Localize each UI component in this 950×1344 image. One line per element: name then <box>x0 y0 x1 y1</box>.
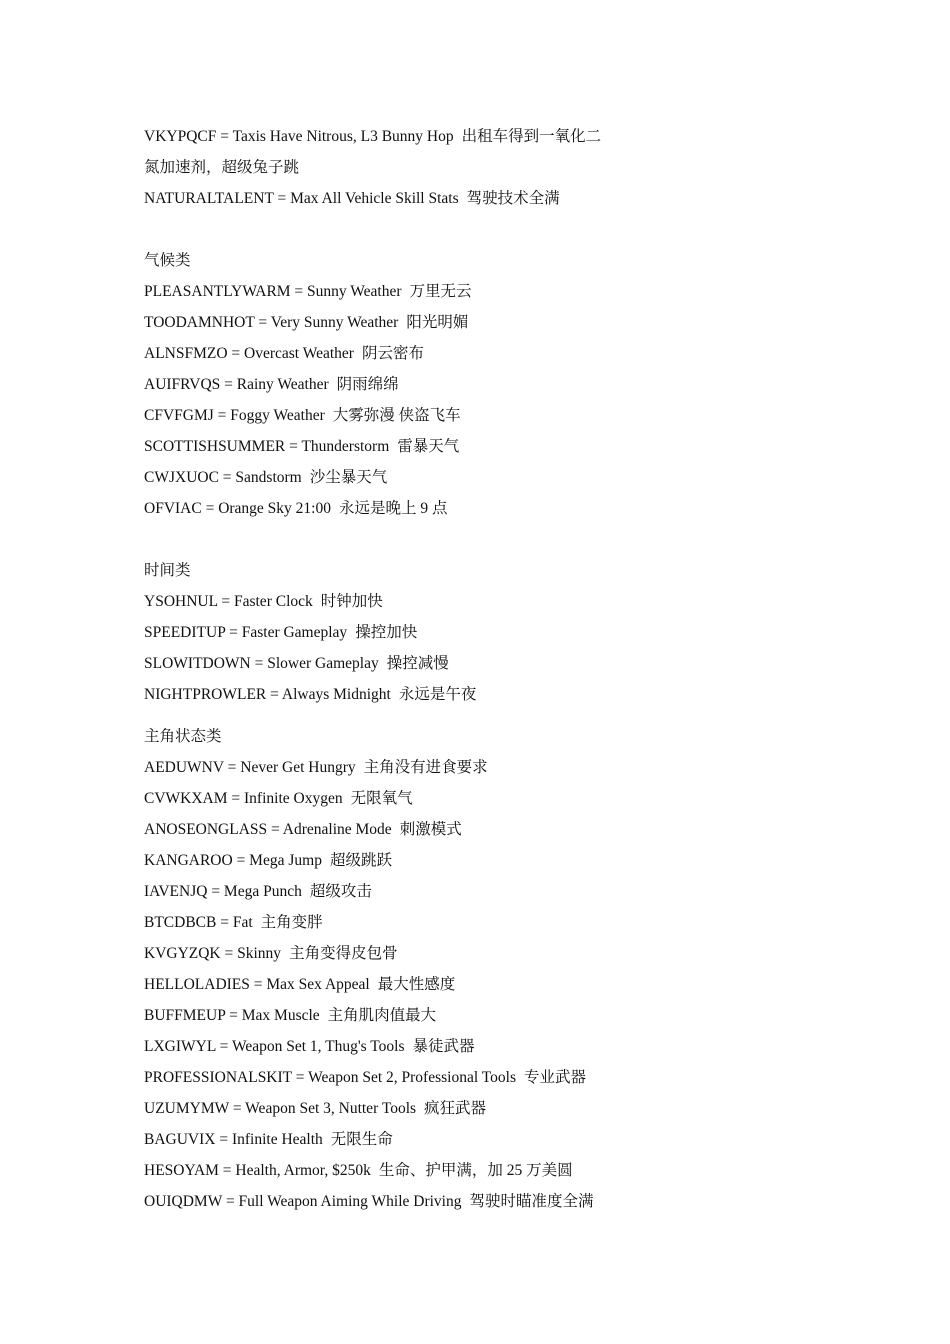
cheat-line <box>144 814 664 845</box>
cheat-line <box>144 586 664 617</box>
cheat-line <box>144 1186 664 1217</box>
cheat-description-cn: 主角没有进食要求 <box>363 759 488 776</box>
cheat-description-cn: 永远是晚上 9 点 <box>338 500 448 517</box>
cheat-code: CWJXUOC = Sandstorm <box>144 469 302 486</box>
section-heading-player-status: 主角状态类 <box>144 728 222 745</box>
cheat-line <box>144 307 664 338</box>
cheat-code: OUIQDMW = Full Weapon Aiming While Driving <box>144 1193 462 1210</box>
cheat-description-cn: 驾驶时瞄准度全满 <box>469 1193 594 1210</box>
section-heading-weather: 气候类 <box>144 252 191 269</box>
cheat-code: HELLOLADIES = Max Sex Appeal <box>144 976 370 993</box>
cheat-line <box>144 648 664 679</box>
cheat-code: BUFFMEUP = Max Muscle <box>144 1007 320 1024</box>
cheat-description-cn: 刺激模式 <box>399 821 462 838</box>
cheat-description-cn: 沙尘暴天气 <box>309 469 388 486</box>
cheat-description-cn: 超级攻击 <box>309 883 372 900</box>
cheat-line <box>144 431 664 462</box>
cheat-description-cn: 阴雨绵绵 <box>336 376 399 393</box>
cheat-description-cn: 主角变胖 <box>260 914 323 931</box>
cheat-line <box>144 907 664 938</box>
cheat-description-cn: 万里无云 <box>409 283 472 300</box>
cheat-description-cn: 超级跳跃 <box>329 852 392 869</box>
cheat-code: SCOTTISHSUMMER = Thunderstorm <box>144 438 390 455</box>
section-spacer <box>144 214 664 245</box>
cheat-line <box>144 338 664 369</box>
cheat-description-cn: 操控减慢 <box>386 655 449 672</box>
cheat-code: LXGIWYL = Weapon Set 1, Thug's Tools <box>144 1038 405 1055</box>
cheat-description-cn: 无限氧气 <box>350 790 413 807</box>
cheat-code: PLEASANTLYWARM = Sunny Weather <box>144 283 402 300</box>
cheat-code: YSOHNUL = Faster Clock <box>144 593 313 610</box>
cheat-line <box>144 969 664 1000</box>
cheat-description-cn: 氮加速剂，超级兔子跳 <box>144 159 300 176</box>
section-heading-time: 时间类 <box>144 562 191 579</box>
cheat-line <box>144 183 664 214</box>
cheat-code: ANOSEONGLASS = Adrenaline Mode <box>144 821 392 838</box>
cheat-description-cn: 主角肌肉值最大 <box>327 1007 437 1024</box>
cheat-description-cn: 阴云密布 <box>361 345 424 362</box>
cheat-description-cn: 阳光明媚 <box>406 314 469 331</box>
cheat-line <box>144 1155 664 1186</box>
cheat-code: CVWKXAM = Infinite Oxygen <box>144 790 343 807</box>
cheat-description-cn: 时钟加快 <box>320 593 383 610</box>
cheat-line <box>144 400 664 431</box>
cheat-code: ALNSFMZO = Overcast Weather <box>144 345 354 362</box>
cheat-line <box>144 369 664 400</box>
cheat-line <box>144 679 664 710</box>
cheat-code: OFVIAC = Orange Sky 21:00 <box>144 500 331 517</box>
cheat-line <box>144 876 664 907</box>
cheat-code: NIGHTPROWLER = Always Midnight <box>144 686 391 703</box>
section-spacer <box>144 524 664 555</box>
cheat-code: KANGAROO = Mega Jump <box>144 852 322 869</box>
cheat-line <box>144 938 664 969</box>
cheat-line <box>144 617 664 648</box>
cheat-description-cn: 无限生命 <box>330 1131 393 1148</box>
cheat-description-cn: 出租车得到一氧化二 <box>461 128 602 145</box>
cheat-description-cn: 雷暴天气 <box>397 438 460 455</box>
cheat-description-cn: 大雾弥漫 侠盗飞车 <box>332 407 461 424</box>
cheat-description-cn: 最大性感度 <box>377 976 456 993</box>
cheat-description-cn: 操控加快 <box>355 624 418 641</box>
cheat-line <box>144 1031 664 1062</box>
cheat-code: AEDUWNV = Never Get Hungry <box>144 759 356 776</box>
cheat-code: HESOYAM = Health, Armor, $250k <box>144 1162 371 1179</box>
cheat-code: SPEEDITUP = Faster Gameplay <box>144 624 348 641</box>
cheat-code: BAGUVIX = Infinite Health <box>144 1131 323 1148</box>
cheat-description-cn: 永远是午夜 <box>398 686 477 703</box>
section-spacer <box>144 710 664 721</box>
cheat-line <box>144 1000 664 1031</box>
cheat-line <box>144 845 664 876</box>
cheat-description-cn: 疯狂武器 <box>424 1100 487 1117</box>
cheat-line <box>144 1093 664 1124</box>
cheat-line <box>144 121 664 152</box>
document-body <box>144 121 664 1217</box>
cheat-code: VKYPQCF = Taxis Have Nitrous, L3 Bunny Hop <box>144 128 454 145</box>
cheat-line <box>144 276 664 307</box>
cheat-line <box>144 752 664 783</box>
cheat-description-cn: 生命、护甲满，加 25 万美圆 <box>378 1162 573 1179</box>
cheat-line <box>144 462 664 493</box>
cheat-line <box>144 783 664 814</box>
cheat-code: TOODAMNHOT = Very Sunny Weather <box>144 314 399 331</box>
cheat-description-cn: 主角变得皮包骨 <box>289 945 398 962</box>
cheat-description-cn: 驾驶技术全满 <box>466 190 560 207</box>
cheat-line <box>144 1124 664 1155</box>
cheat-line-continuation <box>144 152 664 183</box>
cheat-line <box>144 1062 664 1093</box>
cheat-code: NATURALTALENT = Max All Vehicle Skill Stats <box>144 190 459 207</box>
cheat-description-cn: 暴徒武器 <box>412 1038 475 1055</box>
cheat-description-cn: 专业武器 <box>523 1069 586 1086</box>
cheat-code: AUIFRVQS = Rainy Weather <box>144 376 329 393</box>
cheat-code: UZUMYMW = Weapon Set 3, Nutter Tools <box>144 1100 417 1117</box>
cheat-code: IAVENJQ = Mega Punch <box>144 883 302 900</box>
cheat-code: KVGYZQK = Skinny <box>144 945 282 962</box>
cheat-code: PROFESSIONALSKIT = Weapon Set 2, Professional Tools <box>144 1069 516 1086</box>
cheat-code: SLOWITDOWN = Slower Gameplay <box>144 655 379 672</box>
cheat-code: CFVFGMJ = Foggy Weather <box>144 407 325 424</box>
cheat-code: BTCDBCB = Fat <box>144 914 253 931</box>
cheat-line <box>144 493 664 524</box>
